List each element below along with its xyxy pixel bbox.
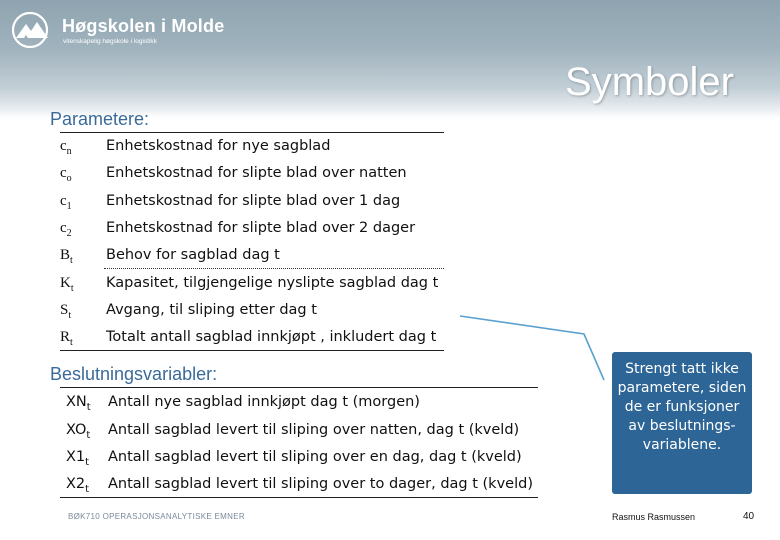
parameter-symbol: $S_t$ — [60, 302, 72, 321]
parameters-heading: Parametere: — [50, 109, 150, 129]
decision-variable-description: Antall sagblad levert til sliping over to dager, dag t (kveld) — [108, 476, 533, 492]
footer-author: Rasmus Rasmussen — [612, 512, 696, 522]
slide-title: Symboler — [565, 60, 734, 104]
parameter-description: Totalt antall sagblad innkjøpt , inkludert dag t — [106, 329, 437, 345]
brand-tagline: vitenskapelig høgskole i logistikk — [63, 38, 157, 45]
decision-variable-description: Antall sagblad levert til sliping over en dag, dag t (kveld) — [108, 449, 522, 465]
footer-course: BØK710 OPERASJONSANALYTISKE EMNER — [68, 512, 245, 521]
parameter-symbol: $c_1$ — [60, 193, 72, 212]
parameter-description: Kapasitet, tilgjengelige nyslipte sagblad dag t — [106, 275, 439, 291]
parameter-symbol: $c_o$ — [60, 165, 72, 184]
decision-variable-symbol: $XN_t$ — [66, 394, 91, 413]
parameter-symbol: $K_t$ — [60, 275, 74, 294]
parameter-description: Enhetskostnad for slipte blad over 2 dager — [106, 220, 416, 236]
decision-variable-symbol: $XO_t$ — [66, 422, 91, 441]
decision-variables-heading: Beslutningsvariabler: — [50, 364, 218, 384]
parameter-description: Enhetskostnad for slipte blad over 1 dag — [106, 193, 401, 209]
page-number: 40 — [743, 511, 755, 522]
decision-variable-description: Antall sagblad levert til sliping over natten, dag t (kveld) — [108, 422, 520, 438]
brand-name: Høgskolen i Molde — [62, 16, 225, 36]
parameter-symbol: $c_n$ — [60, 138, 72, 157]
callout-text: Strengt tatt ikke parametere, siden de er funksjoner av beslutnings-variablene. — [617, 361, 747, 453]
parameter-description: Behov for sagblad dag t — [106, 247, 280, 263]
parameter-description: Avgang, til sliping etter dag t — [106, 302, 317, 318]
decision-variable-description: Antall nye sagblad innkjøpt dag t (morgen) — [108, 394, 420, 410]
parameter-symbol: $c_2$ — [60, 220, 72, 239]
parameter-description: Enhetskostnad for nye sagblad — [106, 138, 331, 154]
parameter-description: Enhetskostnad for slipte blad over natten — [106, 165, 407, 181]
decision-variable-symbol: $X2_t$ — [66, 476, 90, 495]
decision-variable-symbol: $X1_t$ — [66, 449, 90, 468]
parameter-symbol: $B_t$ — [60, 247, 73, 266]
callout-box — [612, 352, 752, 494]
parameter-symbol: $R_t$ — [60, 329, 73, 348]
